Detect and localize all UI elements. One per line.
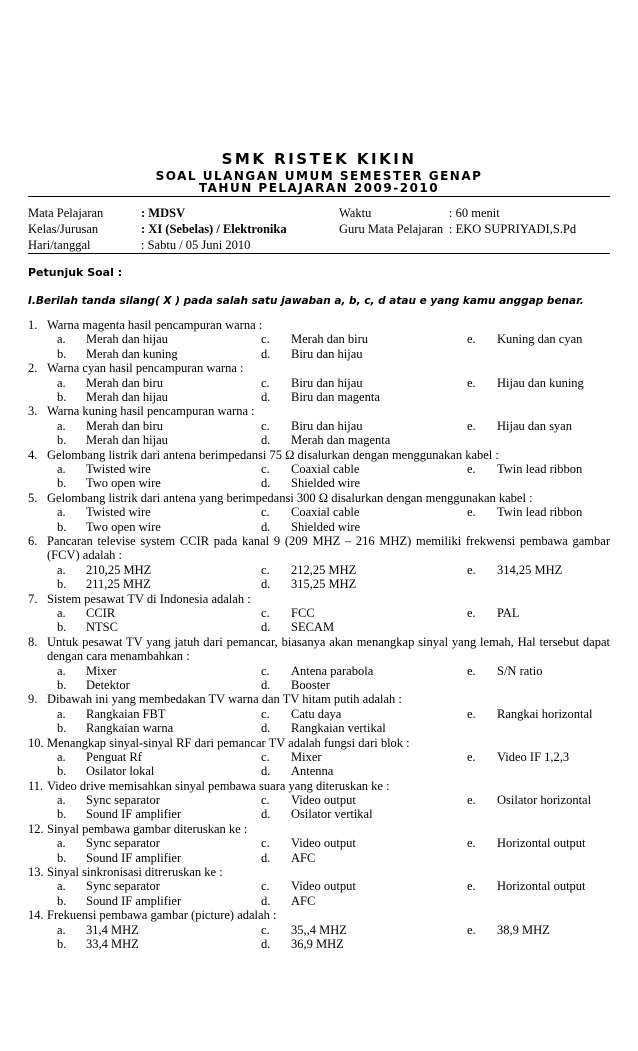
option-text[interactable]: Antena parabola bbox=[291, 663, 374, 678]
option-text[interactable]: Biru dan hijau bbox=[291, 418, 363, 433]
option-row bbox=[0, 678, 638, 692]
option-row bbox=[0, 721, 638, 735]
question-stem bbox=[0, 736, 638, 750]
value-time: : 60 menit bbox=[449, 206, 500, 220]
option-letter: b. bbox=[57, 850, 67, 865]
option-letter: b. bbox=[57, 893, 67, 908]
option-text[interactable]: Booster bbox=[291, 677, 330, 692]
option-text[interactable]: Rangkai horizontal bbox=[497, 706, 593, 721]
option-letter: d. bbox=[261, 893, 271, 908]
option-letter: d. bbox=[261, 519, 271, 534]
option-letter: b. bbox=[57, 677, 67, 692]
question-stem bbox=[0, 534, 638, 563]
option-row bbox=[0, 433, 638, 447]
option-text[interactable]: Horizontal output bbox=[497, 836, 586, 851]
question-text: Dibawah ini yang membedakan TV warna dan TV hitam putih adalah : bbox=[47, 692, 402, 707]
question-text: Gelombang listrik dari antena berimpedansi 75 Ω disalurkan dengan menggunakan kabel : bbox=[47, 447, 499, 462]
option-text[interactable]: CCIR bbox=[86, 605, 116, 620]
option-text[interactable]: 31,4 MHZ bbox=[86, 922, 139, 937]
option-text[interactable]: Osilator lokal bbox=[86, 764, 155, 779]
option-letter: c. bbox=[261, 836, 270, 851]
question-number: 4. bbox=[28, 447, 38, 462]
question-text: Video drive memisahkan sinyal pembawa suara yang diteruskan ke : bbox=[47, 778, 390, 793]
option-row bbox=[0, 807, 638, 821]
option-letter: d. bbox=[261, 721, 271, 736]
option-row bbox=[0, 793, 638, 807]
label-subject: Mata Pelajaran bbox=[28, 206, 104, 220]
label-class: Kelas/Jurusan bbox=[28, 222, 99, 236]
option-text[interactable]: 314,25 MHZ bbox=[497, 562, 563, 577]
option-row bbox=[0, 563, 638, 577]
option-row bbox=[0, 750, 638, 764]
instructions-text: I.Berilah tanda silang( X ) pada salah satu jawaban a, b, c, d atau e yang kamu anggap benar. bbox=[28, 295, 584, 307]
option-row bbox=[0, 664, 638, 678]
option-row bbox=[0, 764, 638, 778]
question-number: 10. bbox=[28, 735, 44, 750]
question-number: 5. bbox=[28, 490, 38, 505]
option-letter: b. bbox=[57, 807, 67, 822]
question-list bbox=[0, 318, 638, 951]
option-text[interactable]: Hijau dan kuning bbox=[497, 375, 584, 390]
option-text[interactable]: 210,25 MHZ bbox=[86, 562, 152, 577]
option-letter: d. bbox=[261, 807, 271, 822]
option-letter: a. bbox=[57, 605, 66, 620]
option-text[interactable]: Merah dan hijau bbox=[86, 332, 168, 347]
option-letter: c. bbox=[261, 663, 270, 678]
option-letter: d. bbox=[261, 389, 271, 404]
option-text[interactable]: Osilator horizontal bbox=[497, 793, 592, 808]
option-row bbox=[0, 505, 638, 519]
option-letter: a. bbox=[57, 461, 66, 476]
option-text[interactable]: Merah dan kuning bbox=[86, 346, 178, 361]
option-text[interactable]: Rangkaian FBT bbox=[86, 706, 166, 721]
value-teacher: : EKO SUPRIYADI,S.Pd bbox=[449, 222, 577, 236]
option-text[interactable]: AFC bbox=[291, 850, 316, 865]
option-letter: e. bbox=[467, 879, 476, 894]
question-stem bbox=[0, 822, 638, 836]
academic-year: TAHUN PELAJARAN 2009-2010 bbox=[198, 181, 440, 195]
question-number: 14. bbox=[28, 908, 44, 923]
option-letter: c. bbox=[261, 605, 270, 620]
option-row bbox=[0, 836, 638, 850]
option-text[interactable]: Mixer bbox=[291, 749, 322, 764]
question-text: Warna kuning hasil pencampuran warna : bbox=[47, 404, 255, 419]
question-text: Pancaran televise system CCIR pada kanal 9 (209 MHZ – 216 MHZ) memiliki frekwensi pembawa gambar (FCV) adalah : bbox=[47, 533, 610, 563]
question-number: 8. bbox=[28, 634, 38, 649]
question-item bbox=[0, 822, 638, 865]
option-letter: c. bbox=[261, 922, 270, 937]
question-stem bbox=[0, 491, 638, 505]
option-text[interactable]: Video output bbox=[291, 793, 356, 808]
option-letter: a. bbox=[57, 663, 66, 678]
option-letter: a. bbox=[57, 562, 66, 577]
option-letter: a. bbox=[57, 375, 66, 390]
option-letter: a. bbox=[57, 332, 66, 347]
question-item bbox=[0, 448, 638, 491]
option-letter: c. bbox=[261, 505, 270, 520]
option-text[interactable]: Sync separator bbox=[86, 879, 160, 894]
option-text[interactable]: Horizontal output bbox=[497, 879, 586, 894]
option-letter: d. bbox=[261, 850, 271, 865]
option-letter: b. bbox=[57, 389, 67, 404]
option-row bbox=[0, 923, 638, 937]
question-text: Gelombang listrik dari antena yang berimpedansi 300 Ω disalurkan dengan menggunakan kabel : bbox=[47, 490, 533, 505]
option-text[interactable]: Coaxial cable bbox=[291, 461, 360, 476]
option-letter: e. bbox=[467, 922, 476, 937]
option-text[interactable]: NTSC bbox=[86, 620, 118, 635]
option-text[interactable]: Sync separator bbox=[86, 793, 160, 808]
option-text[interactable]: Shielded wire bbox=[291, 476, 361, 491]
option-text[interactable]: Biru dan hijau bbox=[291, 375, 363, 390]
question-stem bbox=[0, 448, 638, 462]
question-stem bbox=[0, 361, 638, 375]
question-item bbox=[0, 318, 638, 361]
option-letter: a. bbox=[57, 418, 66, 433]
label-teacher: Guru Mata Pelajaran bbox=[339, 222, 444, 236]
option-letter: e. bbox=[467, 418, 476, 433]
question-item bbox=[0, 692, 638, 735]
option-text[interactable]: Sound IF amplifier bbox=[86, 807, 182, 822]
question-text: Menangkap sinyal-sinyal RF dari pemancar TV adalah fungsi dari blok : bbox=[47, 735, 410, 750]
option-letter: d. bbox=[261, 677, 271, 692]
option-letter: d. bbox=[261, 620, 271, 635]
option-text[interactable]: Osilator vertikal bbox=[291, 807, 373, 822]
question-stem bbox=[0, 779, 638, 793]
option-text[interactable]: Rangkaian warna bbox=[86, 721, 174, 736]
option-row bbox=[0, 606, 638, 620]
option-letter: a. bbox=[57, 922, 66, 937]
option-letter: c. bbox=[261, 562, 270, 577]
option-letter: a. bbox=[57, 706, 66, 721]
question-text: Sinyal pembawa gambar diteruskan ke : bbox=[47, 821, 248, 836]
question-item bbox=[0, 491, 638, 534]
option-letter: c. bbox=[261, 461, 270, 476]
option-text[interactable]: Detektor bbox=[86, 677, 130, 692]
header-divider-top bbox=[28, 196, 610, 197]
info-left-labels bbox=[28, 205, 103, 253]
option-text[interactable]: Penguat Rf bbox=[86, 749, 142, 764]
question-item bbox=[0, 404, 638, 447]
question-stem bbox=[0, 592, 638, 606]
question-item bbox=[0, 361, 638, 404]
option-letter: b. bbox=[57, 577, 67, 592]
question-number: 11. bbox=[28, 778, 44, 793]
info-left-values bbox=[141, 205, 287, 253]
option-letter: c. bbox=[261, 332, 270, 347]
question-stem bbox=[0, 318, 638, 332]
info-right-labels bbox=[339, 205, 443, 237]
option-letter: e. bbox=[467, 663, 476, 678]
option-letter: b. bbox=[57, 433, 67, 448]
option-text[interactable]: Mixer bbox=[86, 663, 117, 678]
option-text[interactable]: 35,,4 MHZ bbox=[291, 922, 347, 937]
question-number: 7. bbox=[28, 591, 38, 606]
option-text[interactable]: 211,25 MHZ bbox=[86, 577, 151, 592]
label-time: Waktu bbox=[339, 206, 372, 220]
question-stem bbox=[0, 692, 638, 706]
option-letter: e. bbox=[467, 332, 476, 347]
option-letter: a. bbox=[57, 749, 66, 764]
label-date: Hari/tanggal bbox=[28, 238, 91, 252]
option-letter: b. bbox=[57, 476, 67, 491]
question-number: 12. bbox=[28, 821, 44, 836]
option-text[interactable]: Merah dan magenta bbox=[291, 433, 391, 448]
question-item bbox=[0, 736, 638, 779]
option-letter: e. bbox=[467, 749, 476, 764]
option-letter: e. bbox=[467, 505, 476, 520]
option-letter: b. bbox=[57, 764, 67, 779]
option-letter: a. bbox=[57, 879, 66, 894]
question-number: 1. bbox=[28, 318, 38, 332]
option-letter: c. bbox=[261, 793, 270, 808]
option-text[interactable]: S/N ratio bbox=[497, 663, 543, 678]
question-number: 13. bbox=[28, 865, 44, 880]
option-row bbox=[0, 707, 638, 721]
question-item bbox=[0, 592, 638, 635]
option-text[interactable]: Video output bbox=[291, 879, 356, 894]
option-letter: b. bbox=[57, 346, 67, 361]
option-text[interactable]: Merah dan biru bbox=[291, 332, 369, 347]
option-text[interactable]: Antenna bbox=[291, 764, 334, 779]
option-row bbox=[0, 462, 638, 476]
option-text[interactable]: Sound IF amplifier bbox=[86, 893, 182, 908]
option-text[interactable]: Biru dan magenta bbox=[291, 389, 380, 404]
option-text[interactable]: Hijau dan syan bbox=[497, 418, 572, 433]
question-text: Warna magenta hasil pencampuran warna : bbox=[47, 318, 263, 332]
option-row bbox=[0, 376, 638, 390]
option-text[interactable]: Twisted wire bbox=[86, 505, 151, 520]
question-text: Warna cyan hasil pencampuran warna : bbox=[47, 361, 244, 376]
question-stem bbox=[0, 635, 638, 664]
question-number: 2. bbox=[28, 361, 38, 376]
question-stem bbox=[0, 865, 638, 879]
option-row bbox=[0, 879, 638, 893]
option-row bbox=[0, 620, 638, 634]
option-text[interactable]: Coaxial cable bbox=[291, 505, 360, 520]
option-text[interactable]: Rangkaian vertikal bbox=[291, 721, 386, 736]
option-text[interactable]: 33,4 MHZ bbox=[86, 937, 139, 952]
option-letter: b. bbox=[57, 519, 67, 534]
option-text[interactable]: Twin lead ribbon bbox=[497, 461, 583, 476]
option-text[interactable]: Two open wire bbox=[86, 519, 161, 534]
header-divider-bottom bbox=[28, 253, 610, 254]
option-letter: a. bbox=[57, 505, 66, 520]
question-text: Frekuensi pembawa gambar (picture) adalah : bbox=[47, 908, 277, 923]
option-text[interactable]: Merah dan hijau bbox=[86, 389, 168, 404]
option-letter: b. bbox=[57, 937, 67, 952]
option-text[interactable]: 38,9 MHZ bbox=[497, 922, 550, 937]
value-class: : XI (Sebelas) / Elektronika bbox=[141, 222, 287, 236]
option-text[interactable]: Merah dan hijau bbox=[86, 433, 168, 448]
option-letter: e. bbox=[467, 836, 476, 851]
option-row bbox=[0, 347, 638, 361]
option-text[interactable]: 36,9 MHZ bbox=[291, 937, 344, 952]
option-letter: a. bbox=[57, 836, 66, 851]
question-text: Sinyal sinkronisasi ditreruskan ke : bbox=[47, 865, 223, 880]
value-subject: : MDSV bbox=[141, 206, 186, 220]
option-row bbox=[0, 419, 638, 433]
option-text[interactable]: Video IF 1,2,3 bbox=[497, 749, 570, 764]
option-text[interactable]: Sound IF amplifier bbox=[86, 850, 182, 865]
instructions-title: Petunjuk Soal : bbox=[28, 266, 123, 279]
question-stem bbox=[0, 404, 638, 418]
option-text[interactable]: Video output bbox=[291, 836, 356, 851]
option-text[interactable]: Catu daya bbox=[291, 706, 342, 721]
option-text[interactable]: Merah dan biru bbox=[86, 375, 164, 390]
option-letter: c. bbox=[261, 879, 270, 894]
option-row bbox=[0, 894, 638, 908]
option-letter: d. bbox=[261, 476, 271, 491]
option-letter: d. bbox=[261, 577, 271, 592]
option-text[interactable]: Biru dan hijau bbox=[291, 346, 363, 361]
school-name: SMK RISTEK KIKIN bbox=[221, 150, 417, 168]
question-item bbox=[0, 635, 638, 693]
option-letter: d. bbox=[261, 937, 271, 952]
option-letter: e. bbox=[467, 793, 476, 808]
option-text[interactable]: FCC bbox=[291, 605, 315, 620]
option-text[interactable]: 315,25 MHZ bbox=[291, 577, 357, 592]
value-date: : Sabtu / 05 Juni 2010 bbox=[141, 238, 251, 252]
option-row bbox=[0, 851, 638, 865]
question-text: Sistem pesawat TV di Indonesia adalah : bbox=[47, 591, 251, 606]
info-right-values bbox=[449, 205, 576, 237]
option-row bbox=[0, 476, 638, 490]
option-letter: d. bbox=[261, 764, 271, 779]
option-text[interactable]: Shielded wire bbox=[291, 519, 361, 534]
option-text[interactable]: Twisted wire bbox=[86, 461, 151, 476]
option-text[interactable]: Kuning dan cyan bbox=[497, 332, 583, 347]
option-text[interactable]: Twin lead ribbon bbox=[497, 505, 583, 520]
option-row bbox=[0, 577, 638, 591]
option-text[interactable]: Sync separator bbox=[86, 836, 160, 851]
option-letter: c. bbox=[261, 375, 270, 390]
option-text[interactable]: PAL bbox=[497, 605, 520, 620]
option-letter: b. bbox=[57, 721, 67, 736]
question-text: Untuk pesawat TV yang jatuh dari pemancar, biasanya akan menangkap sinyal yang lemah, Hal tersebut dapat dengan cara menambahkan : bbox=[47, 634, 610, 664]
exam-title: SOAL ULANGAN UMUM SEMESTER GENAP bbox=[155, 169, 483, 183]
question-item bbox=[0, 908, 638, 951]
option-letter: d. bbox=[261, 346, 271, 361]
question-item bbox=[0, 779, 638, 822]
question-item bbox=[0, 865, 638, 908]
option-letter: e. bbox=[467, 562, 476, 577]
option-text[interactable]: Merah dan biru bbox=[86, 418, 164, 433]
option-letter: e. bbox=[467, 375, 476, 390]
option-letter: c. bbox=[261, 706, 270, 721]
option-row bbox=[0, 332, 638, 346]
question-number: 9. bbox=[28, 692, 38, 707]
option-letter: b. bbox=[57, 620, 67, 635]
option-letter: d. bbox=[261, 433, 271, 448]
option-text[interactable]: AFC bbox=[291, 893, 316, 908]
option-letter: e. bbox=[467, 605, 476, 620]
option-text[interactable]: Two open wire bbox=[86, 476, 161, 491]
option-letter: e. bbox=[467, 461, 476, 476]
question-stem bbox=[0, 908, 638, 922]
option-row bbox=[0, 390, 638, 404]
option-text[interactable]: SECAM bbox=[291, 620, 335, 635]
option-text[interactable]: 212,25 MHZ bbox=[291, 562, 357, 577]
option-letter: c. bbox=[261, 749, 270, 764]
option-letter: e. bbox=[467, 706, 476, 721]
question-item bbox=[0, 534, 638, 592]
option-letter: c. bbox=[261, 418, 270, 433]
question-number: 3. bbox=[28, 404, 38, 419]
option-row bbox=[0, 520, 638, 534]
option-row bbox=[0, 937, 638, 951]
option-letter: a. bbox=[57, 793, 66, 808]
question-number: 6. bbox=[28, 533, 38, 548]
